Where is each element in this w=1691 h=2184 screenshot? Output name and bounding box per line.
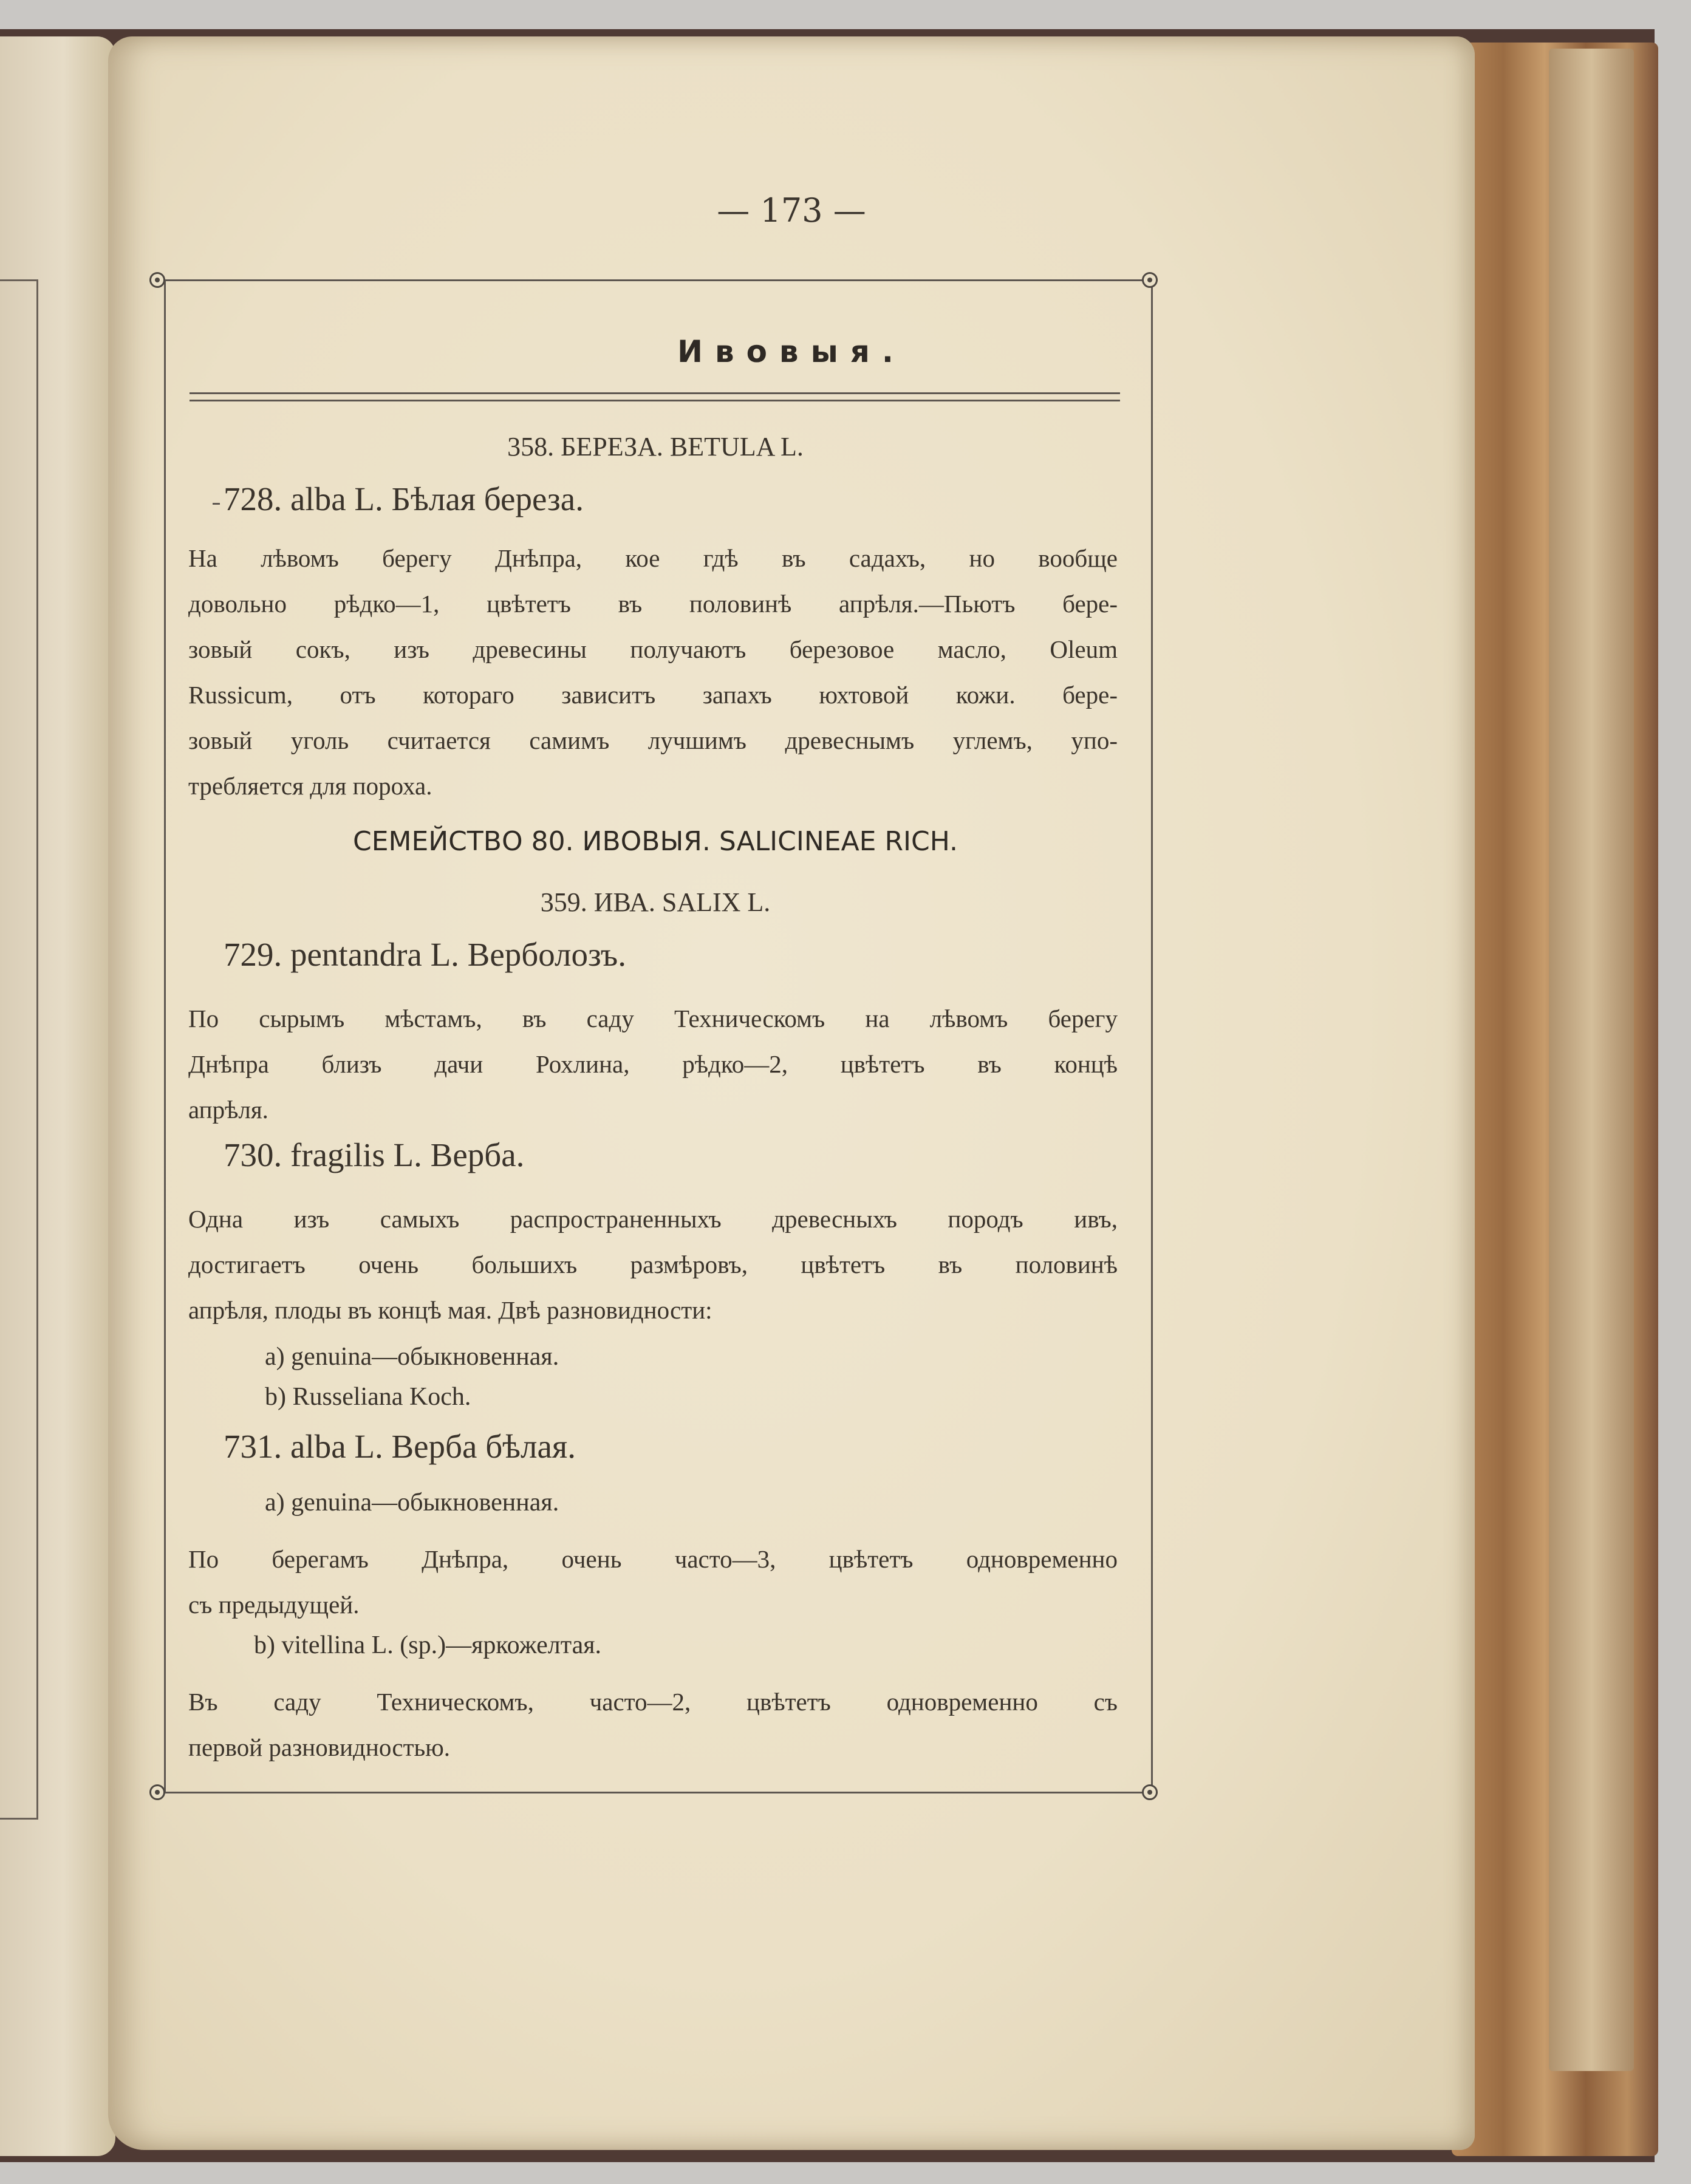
scan-border-bottom	[0, 2162, 1691, 2184]
book-page-stack	[1452, 43, 1658, 2156]
species-heading: 731. alba L. Верба бѣлая.	[224, 1428, 576, 1465]
margin-mark	[213, 503, 220, 505]
text-line: Russicum, отъ котораго зависитъ запахъ юхтовой кожи. бере-	[188, 681, 1118, 709]
text-line: По берегамъ Днѣпра, очень часто—3, цвѣтетъ одновременно	[188, 1545, 1118, 1573]
heading-double-rule	[190, 400, 1120, 401]
species-heading: 729. pentandra L. Верболозъ.	[224, 936, 626, 973]
book-page	[108, 36, 1475, 2150]
facing-page-frame	[0, 279, 38, 1820]
scan-border-right	[1655, 0, 1691, 2184]
scan-border-top	[0, 0, 1691, 29]
text-line: Одна изъ самыхъ распространенныхъ древесныхъ породъ ивъ,	[188, 1205, 1118, 1233]
facing-page-edge	[0, 36, 115, 2156]
corner-ornament-icon	[1142, 1784, 1158, 1800]
genus-heading: 358. БЕРЕЗА. BETULA L.	[507, 432, 804, 462]
text-line: зовый сокъ, изъ древесины получаютъ березовое масло, Oleum	[188, 635, 1118, 663]
corner-ornament-icon	[149, 1784, 165, 1800]
text-line: апрѣля, плоды въ концѣ мая. Двѣ разновидности:	[188, 1296, 712, 1324]
text-line: По сырымъ мѣстамъ, въ саду Техническомъ на лѣвомъ берегу	[188, 1005, 1118, 1032]
corner-ornament-icon	[149, 272, 165, 288]
text-line: достигаетъ очень большихъ размѣровъ, цвѣтетъ въ половинѣ	[188, 1251, 1118, 1278]
genus-heading: 359. ИВА. SALIX L.	[540, 887, 771, 917]
text-line: съ предыдущей.	[188, 1591, 360, 1619]
text-line: На лѣвомъ берегу Днѣпра, кое гдѣ въ садахъ, но вообще	[188, 544, 1118, 572]
text-line: первой разновидностью.	[188, 1733, 451, 1761]
variety-line: b) Russeliana Koch.	[265, 1383, 471, 1411]
heading-double-rule	[190, 392, 1120, 394]
text-line: довольно рѣдко—1, цвѣтетъ въ половинѣ апрѣля.—Пьютъ бере-	[188, 590, 1118, 618]
frame-bottom-rule	[157, 1792, 1158, 1793]
variety-line: b) vitellina L. (sp.)—яркожелтая.	[254, 1631, 602, 1659]
text-line: зовый уголь считается самимъ лучшимъ древеснымъ углемъ, упо-	[188, 726, 1118, 754]
corner-ornament-icon	[1142, 272, 1158, 288]
family-heading: СЕМЕЙСТВО 80. ИВОВЫЯ. SALICINEAE RICH.	[352, 826, 958, 857]
species-heading: 728. alba L. Бѣлая береза.	[224, 480, 584, 517]
frame-top-rule	[157, 279, 1158, 281]
species-heading: 730. fragilis L. Верба.	[224, 1136, 525, 1173]
section-heading: Ивовыя.	[677, 334, 906, 369]
text-line: Днѣпра близъ дачи Рохлина, рѣдко—2, цвѣтетъ въ концѣ	[188, 1050, 1118, 1078]
page-content	[108, 36, 1475, 2150]
text-line: требляется для пороха.	[188, 772, 432, 800]
text-line: апрѣля.	[188, 1096, 268, 1124]
variety-line: a) genuina—обыкновенная.	[265, 1343, 559, 1371]
page-number: — 173 —	[717, 191, 866, 230]
text-line: Въ саду Техническомъ, часто—2, цвѣтетъ одновременно съ	[188, 1688, 1118, 1716]
page-edges	[1549, 49, 1634, 2071]
variety-line: a) genuina—обыкновенная.	[265, 1489, 559, 1517]
